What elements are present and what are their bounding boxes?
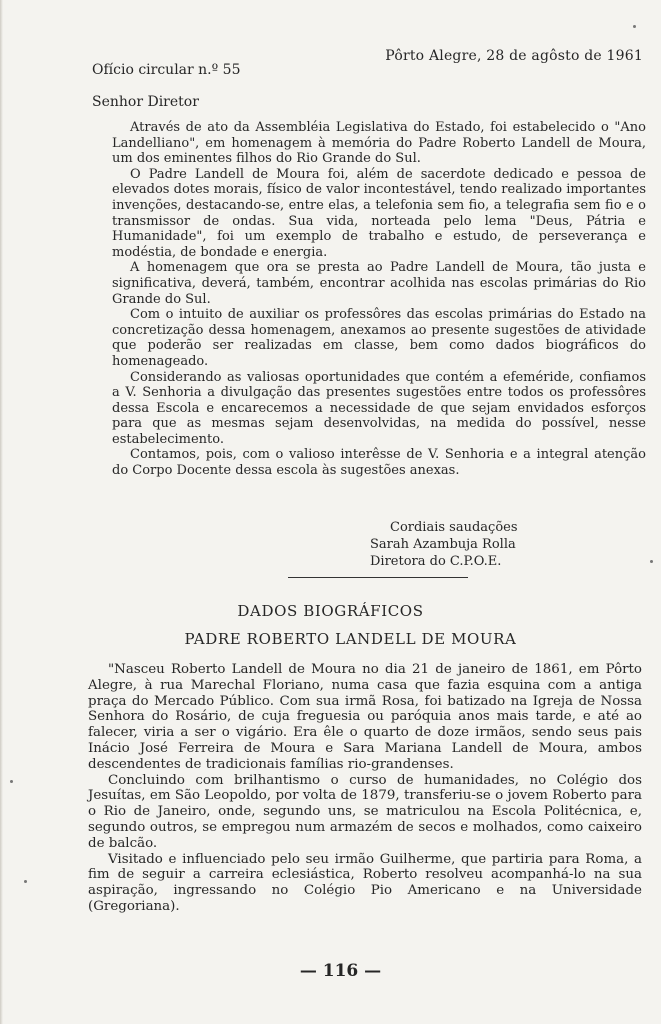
letter-paragraph: Com o intuito de auxiliar os professôres das escolas primárias do Estado na concretização dessa homenagem, anexamos ao presente sugestões de atividade que poderão ser realizadas em classe, bem como dados biográficos do homenageado. <box>112 307 646 369</box>
signature-title: Diretora do C.P.O.E. <box>370 554 502 569</box>
signature-closing: Cordiais saudações <box>390 520 518 535</box>
place-and-date: Pôrto Alegre, 28 de agôsto de 1961 <box>385 48 643 64</box>
scan-speck <box>633 25 636 28</box>
biography-paragraph: Visitado e influenciado pelo seu irmão Guilherme, que partiria para Roma, a fim de seguir a carreira eclesiástica, Roberto resolveu acompanhá-lo na sua aspiração, ingressando no Colégio Pio Americano e na Universidade (Gregoriana). <box>88 851 642 914</box>
section-title: DADOS BIOGRÁFICOS <box>237 602 424 620</box>
signature-name: Sarah Azambuja Rolla <box>370 537 516 552</box>
biography-paragraph: "Nasceu Roberto Landell de Moura no dia 21 de janeiro de 1861, em Pôrto Alegre, à rua Marechal Floriano, numa casa que fazia esquina com a antiga praça do Mercado Público. Com sua irmã Rosa, foi batizado na Igreja de Nossa Senhora do Rosário, de cuja freguesia ou paróquia anos mais tarde, e até ao falecer, viria a ser o vigário. Era êle o quarto de doze irmãos, sendo seus pais Inácio José Ferreira de Moura e Sara Mariana Landell de Moura, ambos descendentes de tradicionais famílias rio-grandenses. <box>88 662 642 772</box>
letter-paragraph: Através de ato da Assembléia Legislativa do Estado, foi estabelecido o "Ano Landelliano", em homenagem à memória do Padre Roberto Landell de Moura, um dos eminentes filhos do Rio Grande do Sul. <box>112 120 646 167</box>
scan-speck <box>650 560 653 563</box>
salutation: Senhor Diretor <box>92 94 199 110</box>
letter-paragraph: O Padre Landell de Moura foi, além de sacerdote dedicado e pessoa de elevados dotes morais, físico de valor incontestável, tendo realizado importantes invenções, destacando-se, entre elas, a telefonia sem fio, a telegrafia sem fio e o transmissor de ondas. Sua vida, norteada pelo lema "Deus, Pátria e Humanidade", foi um exemplo de trabalho e estudo, de perseverança e modéstia, de bondade e energia. <box>112 166 646 260</box>
scan-speck <box>10 780 13 783</box>
page-number: — 116 — <box>299 961 382 981</box>
circular-reference: Ofício circular n.º 55 <box>92 62 241 78</box>
section-divider <box>288 577 468 578</box>
signature-block <box>370 519 630 570</box>
biography-body <box>88 662 642 915</box>
letter-paragraph: A homenagem que ora se presta ao Padre Landell de Moura, tão justa e significativa, deverá, também, encontrar acolhida nas escolas primárias do Rio Grande do Sul. <box>112 260 646 307</box>
letter-paragraph: Considerando as valiosas oportunidades que contém a efeméride, confiamos a V. Senhoria a divulgação das presentes sugestões entre todos os professôres dessa Escola e encarecemos a necessidade de que sejam envidados esforços para que as mesmas sejam desenvolvidas, na medida do possível, nesse estabelecimento. <box>112 369 646 447</box>
letter-paragraph: Contamos, pois, com o valioso interêsse de V. Senhoria e a integral atenção do Corpo Docente dessa escola às sugestões anexas. <box>112 447 646 479</box>
section-subject: PADRE ROBERTO LANDELL DE MOURA <box>184 630 517 648</box>
letter-body <box>112 120 646 479</box>
biography-paragraph: Concluindo com brilhantismo o curso de humanidades, no Colégio dos Jesuítas, em São Leopoldo, por volta de 1879, transferiu-se o jovem Roberto para o Rio de Janeiro, onde, segundo uns, se matriculou na Escola Politécnica, e, segundo outros, se empregou num armazém de secos e molhados, como caixeiro de balcão. <box>88 772 642 851</box>
page-edge-shadow <box>0 0 3 1024</box>
scan-speck <box>24 880 27 883</box>
